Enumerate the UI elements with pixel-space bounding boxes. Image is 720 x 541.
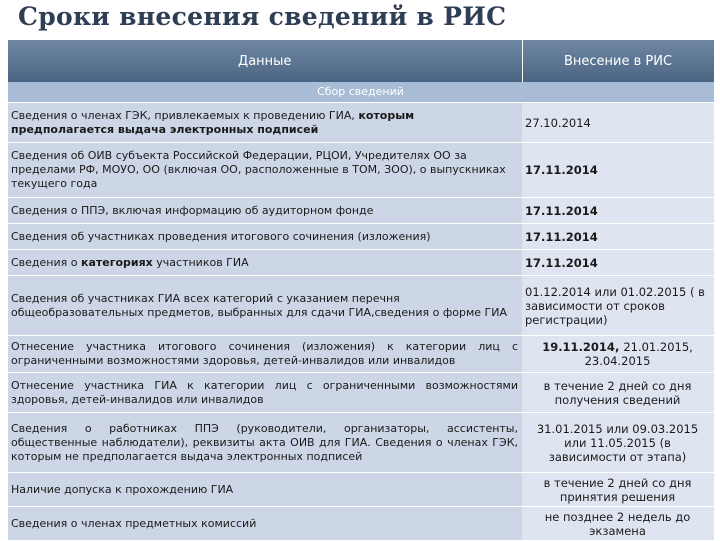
header-data: Данные bbox=[8, 40, 522, 82]
table-row bbox=[8, 224, 714, 250]
row-ris: не позднее 2 недель до экзамена bbox=[522, 507, 714, 541]
row-data: Сведения о категориях участников ГИА bbox=[8, 250, 522, 276]
row-ris: 17.11.2014 bbox=[522, 224, 714, 250]
row-ris: 19.11.2014, 21.01.2015, 23.04.2015 bbox=[522, 336, 714, 373]
header-ris: Внесение в РИС bbox=[522, 40, 714, 82]
table-row bbox=[8, 103, 714, 143]
page-title: Сроки внесения сведений в РИС bbox=[18, 2, 507, 31]
row-data: Отнесение участника ГИА к категории лиц с ограниченными возможностями здоровья, детей-инвалидов или инвалидов bbox=[8, 373, 522, 413]
row-data: Сведения о членах предметных комиссий bbox=[8, 507, 522, 541]
table-row bbox=[8, 373, 714, 413]
row-data: Сведения об участниках проведения итогового сочинения (изложения) bbox=[8, 224, 522, 250]
row-data: Наличие допуска к прохождению ГИА bbox=[8, 473, 522, 507]
row-ris: в течение 2 дней со дня принятия решения bbox=[522, 473, 714, 507]
table-header bbox=[8, 40, 714, 82]
table-row bbox=[8, 198, 714, 224]
row-data: Отнесение участника итогового сочинения (изложения) к категории лиц с ограниченными возможностями здоровья, детей-инвалидов или инвалидов bbox=[8, 336, 522, 373]
row-data: Сведения о работниках ППЭ (руководители, организаторы, ассистенты, общественные наблюдатели), реквизиты акта ОИВ для ГИА. Сведения о членах ГЭК, которым не предполагается выдача электронных подписей bbox=[8, 413, 522, 473]
row-ris: 01.12.2014 или 01.02.2015 ( в зависимости от сроков регистрации) bbox=[522, 276, 714, 336]
table-row bbox=[8, 336, 714, 373]
row-data: Сведения о ППЭ, включая информацию об аудиторном фонде bbox=[8, 198, 522, 224]
section-band bbox=[8, 82, 714, 103]
ris-deadlines-table bbox=[8, 40, 715, 541]
table-row bbox=[8, 250, 714, 276]
row-ris: 17.11.2014 bbox=[522, 143, 714, 198]
row-data: Сведения об участниках ГИА всех категорий с указанием перечня общеобразовательных предметов, выбранных для сдачи ГИА,сведения о форме ГИА bbox=[8, 276, 522, 336]
row-ris: 27.10.2014 bbox=[522, 103, 714, 143]
table-row bbox=[8, 507, 714, 541]
row-ris: 17.11.2014 bbox=[522, 250, 714, 276]
table-row bbox=[8, 413, 714, 473]
row-ris: 17.11.2014 bbox=[522, 198, 714, 224]
table-row bbox=[8, 143, 714, 198]
row-ris: в течение 2 дней со дня получения сведений bbox=[522, 373, 714, 413]
table-row bbox=[8, 473, 714, 507]
row-data: Сведения о членах ГЭК, привлекаемых к проведению ГИА, которым предполагается выдача электронных подписей bbox=[8, 103, 522, 143]
table-row bbox=[8, 276, 714, 336]
section-band-label: Сбор сведений bbox=[8, 82, 714, 103]
row-ris: 31.01.2015 или 09.03.2015 или 11.05.2015 (в зависимости от этапа) bbox=[522, 413, 714, 473]
row-data: Сведения об ОИВ субъекта Российской Федерации, РЦОИ, Учредителях ОО за пределами РФ, МОУО, ОО (включая ОО, расположенные в ТОМ, ЗОО), о выпускниках текущего года bbox=[8, 143, 522, 198]
